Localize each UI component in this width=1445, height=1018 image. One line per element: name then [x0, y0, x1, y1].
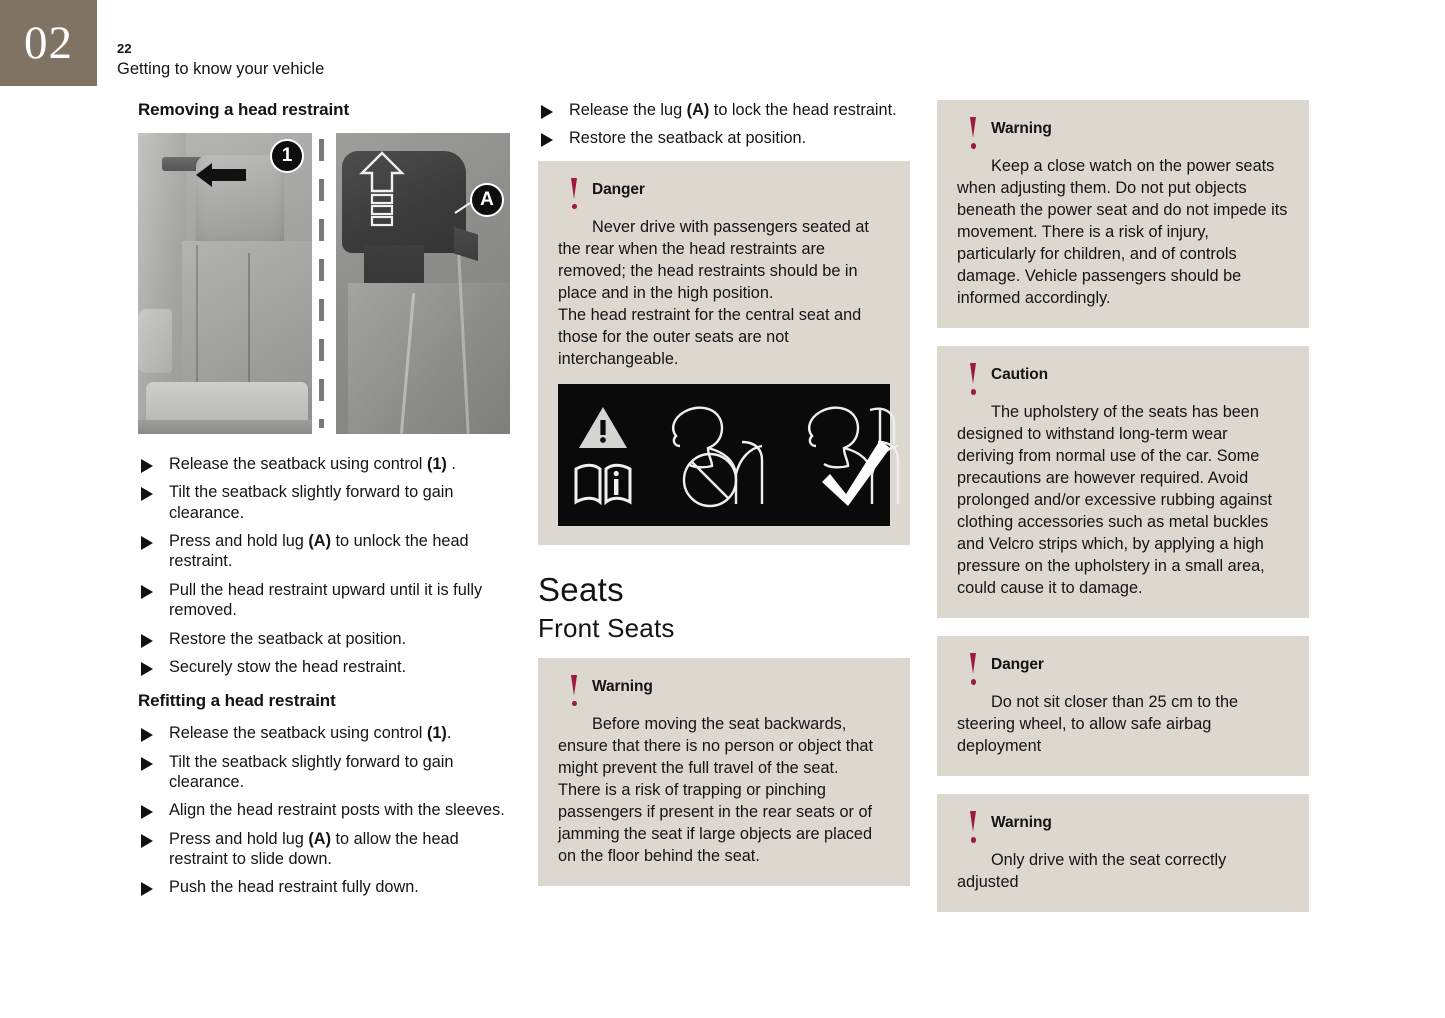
danger-title: Danger [592, 180, 645, 198]
admonition-paragraph: Do not sit closer than 25 cm to the steering wheel, to allow safe airbag deployment [957, 693, 1239, 755]
warning-paragraph-1: Before moving the seat backwards, ensure that there is no person or object that might prevent the full travel of the seat. [558, 714, 873, 777]
manual-book-icon [572, 460, 634, 506]
step-text: Push the head restraint fully down. [169, 878, 419, 897]
page-number: 22 [117, 41, 132, 56]
step-item [138, 723, 510, 743]
left-column [138, 100, 510, 906]
exclamation-icon [969, 653, 978, 687]
bullet-triangle-icon [141, 757, 153, 771]
step-item [538, 100, 910, 120]
step-item [138, 629, 510, 649]
step-item [138, 752, 510, 793]
chapter-badge [0, 0, 97, 86]
head-restraint-correct-icon [796, 396, 916, 514]
exclamation-icon [969, 363, 978, 397]
admonition-box [937, 346, 1309, 618]
warning-triangle-icon [577, 404, 629, 450]
step-text: Release the seatback using control (1) . [169, 455, 456, 473]
danger-box-head-restraints [538, 161, 910, 545]
step-text: Pull the head restraint upward until it is fully removed. [169, 580, 483, 620]
admonition-body [957, 155, 1289, 309]
heading-seats: Seats [538, 570, 624, 608]
bullet-triangle-icon [141, 459, 153, 473]
bullet-triangle-icon [141, 536, 153, 550]
head-restraint-figure [138, 133, 510, 434]
removing-steps-list [138, 454, 510, 677]
page-header [117, 41, 324, 79]
admonition-body [957, 691, 1289, 757]
step-text: Align the head restraint posts with the sleeves. [169, 801, 505, 820]
admonition-paragraph: Only drive with the seat correctly adjusted [957, 851, 1227, 891]
step-item [138, 657, 510, 677]
step-reference: (A) [308, 532, 331, 551]
warning-title: Warning [592, 677, 653, 695]
heading-removing-head-restraint: Removing a head restraint [138, 100, 350, 119]
exclamation-icon [969, 117, 978, 151]
exclamation-icon [570, 675, 579, 709]
danger-paragraph-1: Never drive with passengers seated at the rear when the head restraints are removed; the head restraints should be in place and in the high position. [558, 217, 869, 302]
danger-paragraph-2: The head restraint for the central seat and those for the outer seats are not interchangeable. [558, 305, 862, 368]
exclamation-icon [570, 178, 579, 212]
step-item [138, 800, 510, 820]
admonition-box [937, 794, 1309, 912]
bullet-triangle-icon [541, 133, 553, 147]
step-reference: (1) [426, 455, 447, 473]
step-item [138, 531, 510, 572]
step-text: Securely stow the head restraint. [169, 657, 407, 676]
warning-paragraph-2: There is a risk of trapping or pinching passengers if present in the rear seats or of jamming the seat if large objects are placed on the floor behind the seat. [558, 780, 873, 865]
heading-front-seats: Front Seats [538, 612, 675, 643]
admonition-paragraph: Keep a close watch on the power seats when adjusting them. Do not put objects beneath the power seat and do not impede its movement. There is a risk of injury, particularly for children, and of controls damage. Vehicle passengers should be informed accordingly. [957, 157, 1288, 307]
step-text: Release the seatback using control (1). [169, 724, 452, 743]
callout-arrow-icon [138, 133, 312, 434]
step-item [138, 482, 510, 523]
admonition-body [957, 849, 1289, 893]
exclamation-icon [969, 811, 978, 845]
heading-refitting-head-restraint: Refitting a head restraint [138, 691, 336, 711]
step-text: Tilt the seatback slightly forward to gain clearance. [169, 752, 454, 791]
figure-divider [319, 139, 324, 428]
up-arrow-icon [336, 133, 510, 434]
right-column [937, 100, 1309, 930]
step-text: Press and hold lug (A) to unlock the head restraint. [169, 532, 469, 571]
step-text: Release the lug (A) to lock the head restraint. [569, 101, 897, 119]
chapter-number: 02 [24, 16, 73, 69]
warning-box-front-seats [538, 658, 910, 886]
seat-photo-right [336, 133, 510, 434]
bullet-triangle-icon [141, 882, 153, 896]
admonition-body [957, 401, 1289, 599]
step-reference: (A) [308, 829, 331, 848]
bullet-triangle-icon [141, 805, 153, 819]
warning-body [558, 713, 890, 867]
step-text: Restore the seatback at position. [169, 629, 407, 648]
step-item [138, 454, 510, 474]
section-title: Getting to know your vehicle [117, 60, 325, 78]
bullet-triangle-icon [141, 662, 153, 676]
bullet-triangle-icon [141, 585, 153, 599]
bullet-triangle-icon [141, 834, 153, 848]
step-item [138, 877, 510, 897]
step-reference: (1) [426, 724, 447, 743]
admonition-title: Warning [991, 120, 1052, 137]
admonition-box [937, 100, 1309, 328]
bullet-triangle-icon [541, 105, 553, 119]
step-text: Press and hold lug (A) to allow the head restraint to slide down. [169, 829, 459, 869]
admonition-title: Warning [991, 814, 1052, 831]
step-item [538, 128, 910, 148]
bullet-triangle-icon [141, 634, 153, 648]
step-item [138, 580, 510, 621]
refitting-steps-list [138, 723, 510, 898]
bullet-triangle-icon [141, 728, 153, 742]
admonition-title: Danger [991, 656, 1044, 673]
head-restraint-pictogram-panel [558, 384, 890, 526]
step-text: Tilt the seatback slightly forward to gain clearance. [169, 483, 454, 522]
danger-body [558, 216, 890, 370]
middle-steps-list [538, 100, 910, 149]
admonition-paragraph: The upholstery of the seats has been designed to withstand long-term wear deriving from normal use of the car. Some precautions are however required. Avoid prolonged and/or excessive rubbing against clothing accessories such as metal buckles and Velcro strips which, by applying a high pressure on the upholstery in a small area, could cause it to damage. [957, 403, 1272, 597]
admonition-box [937, 636, 1309, 776]
callout-marker-a: A [470, 183, 504, 217]
no-head-restraint-prohibited-icon [658, 396, 778, 514]
step-reference: (A) [686, 101, 710, 119]
seat-photo-left [138, 133, 312, 434]
middle-column [538, 100, 910, 904]
callout-marker-1: 1 [270, 139, 304, 173]
step-item [138, 829, 510, 870]
step-text: Restore the seatback at position. [569, 129, 807, 148]
bullet-triangle-icon [141, 487, 153, 501]
admonition-title: Caution [991, 366, 1048, 383]
